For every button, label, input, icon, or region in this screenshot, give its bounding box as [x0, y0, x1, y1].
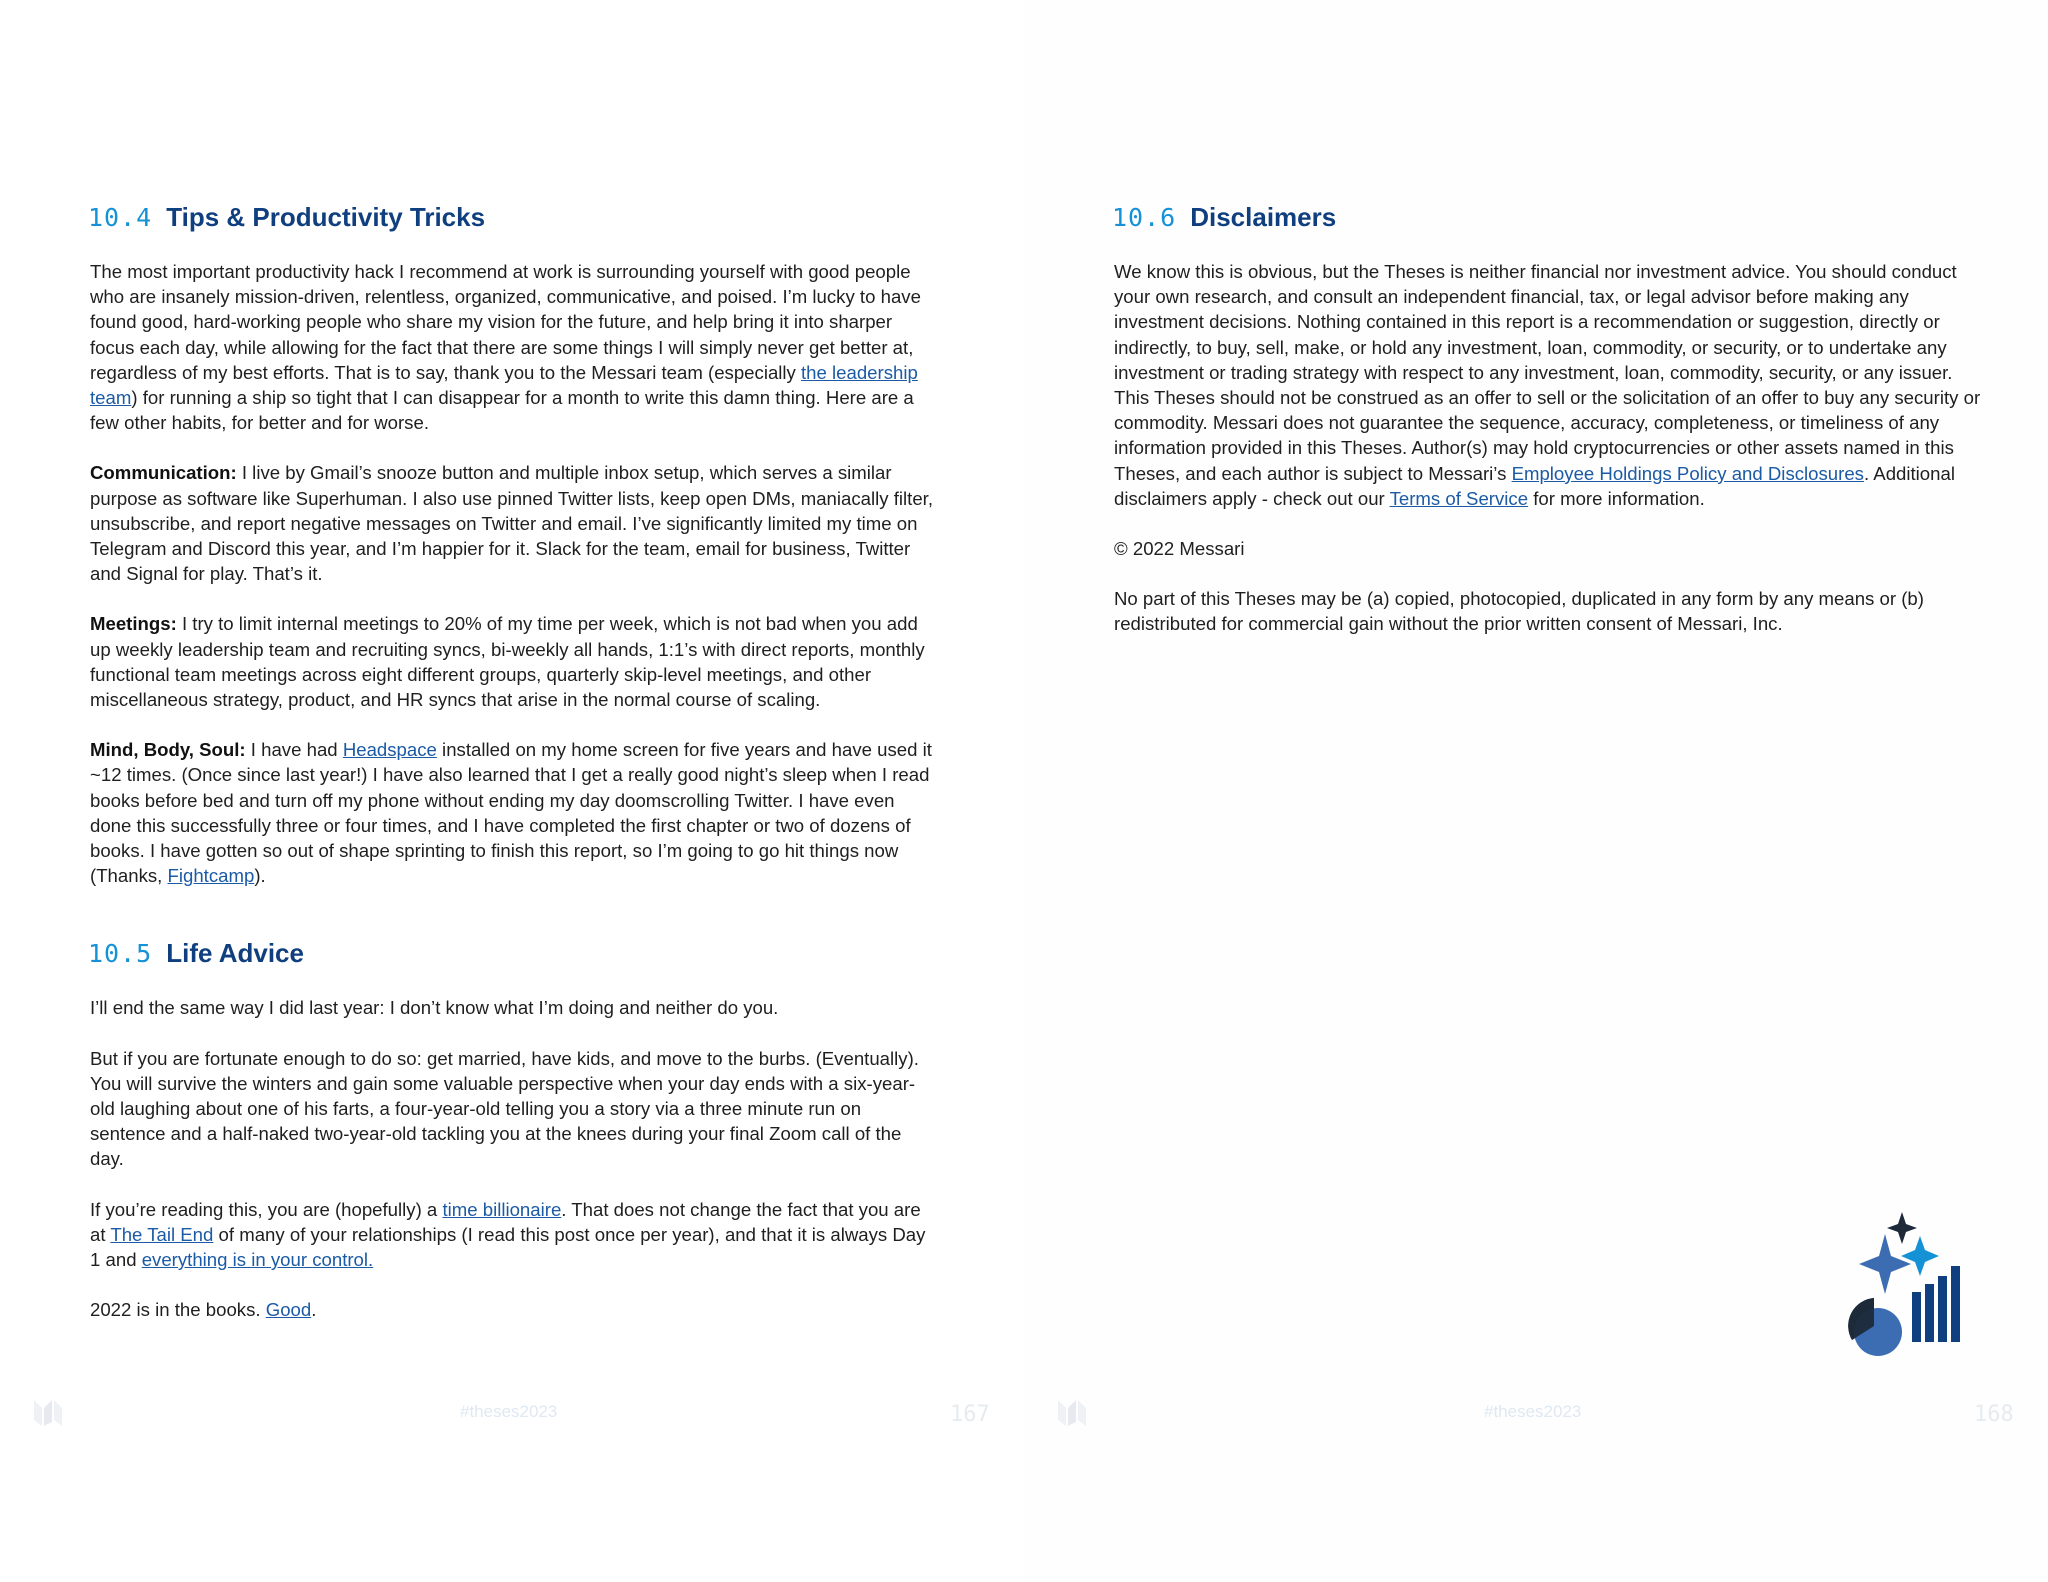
footer-right	[1024, 1396, 2048, 1436]
section-number: 10.6	[1112, 203, 1177, 232]
text-span: I live by Gmail’s snooze button and multiple inbox setup, which serves a similar purpose as software like Superhuman. I also use pinned Twitter lists, keep open DMs, maniacally filter, unsubscribe, and report negative messages on Twitter and email. I’ve significantly limited my time on Telegram and Discord this year, and I’m happier for it. Slack for the team, email for business, Twitter and Signal for play. That’s it.	[90, 462, 933, 585]
text-span: . That does not change the fact that you are at	[90, 1198, 921, 1245]
text-span: . Additional disclaimers apply - check out our	[1114, 462, 1955, 509]
section-heading-10-4	[88, 202, 933, 233]
text-span: installed on my home screen for five years and have used it ~12 times. (Once since last year!) I have also learned that I get a really good night’s sleep when I read books before bed and turn off my phone without ending my day doomscrolling Twitter. I have even done this successfully three or four times, and I have completed the first chapter or two of dozens of books. I have gotten so out of shape sprinting to finish this report, so I’m going to go hit things now (Thanks,	[90, 739, 932, 887]
footer-left	[0, 1396, 1024, 1436]
link-everything-in-control[interactable]: everything is in your control.	[141, 1249, 374, 1271]
paragraph-life-2: But if you are fortunate enough to do so: get married, have kids, and move to the burbs. (Eventually). You will survive the winters and gain some valuable perspective when your day ends with a six-year-old laughing about one of his farts, a four-year-old telling you a story via a three minute run on sentence and a half-naked two-year-old tackling you at the knees during your final Zoom call of the day.	[90, 1047, 919, 1170]
text-span: 2022 is in the books.	[90, 1299, 266, 1321]
hashtag: #theses2023	[460, 1402, 558, 1421]
copyright-text: © 2022 Messari	[1114, 538, 1245, 560]
text-span: ) for running a ship so tight that I can disappear for a month to write this damn thing. Here are a few other habits, for better and for worse.	[90, 387, 914, 434]
section-number: 10.4	[88, 203, 153, 232]
paragraph-communication	[90, 460, 933, 586]
text-span: We know this is obvious, but the Theses is neither financial nor investment advice. You should conduct your own research, and consult an independent financial, tax, or legal advisor before making any investment decisions. Nothing contained in this report is a recommendation or suggestion, directly or indirectly, to buy, sell, make, or hold any investment, loan, commodity, or security, or to undertake any investment or trading strategy with respect to any investment, loan, commodity, security, or any issuer. This Theses should not be construed as an offer to sell or the solicitation of an offer to buy any security or commodity. Messari does not guarantee the sequence, accuracy, completeness, or timeliness of any information provided in this Theses. Author(s) may hold cryptocurrencies or other assets named in this Theses, and each author is subject to Messari’s	[1114, 261, 1981, 484]
paragraph-life-1: I’ll end the same way I did last year: I don’t know what I’m doing and neither do you.	[90, 997, 779, 1019]
link-tail-end[interactable]: The Tail End	[110, 1223, 214, 1245]
text-span: I have had	[245, 739, 343, 761]
link-employee-holdings-policy[interactable]: Employee Holdings Policy and Disclosures	[1511, 462, 1864, 484]
messari-logo-icon	[32, 1396, 68, 1428]
section-number: 10.5	[88, 939, 153, 969]
page-number: 168	[1974, 1402, 2014, 1427]
section-title: Disclaimers	[1190, 202, 1337, 232]
hashtag: #theses2023	[1484, 1402, 1582, 1421]
paragraph-disclaimer	[1114, 259, 1992, 511]
paragraph-mind-body-soul	[90, 737, 933, 888]
section-title: Tips & Productivity Tricks	[166, 202, 486, 232]
link-good[interactable]: Good	[265, 1299, 312, 1321]
text-span: .	[311, 1299, 317, 1321]
link-fightcamp[interactable]: Fightcamp	[167, 865, 255, 887]
label-communication: Communication:	[90, 462, 237, 484]
text-span: I try to limit internal meetings to 20% of my time per week, which is not bad when you add up weekly leadership team and recruiting syncs, bi-weekly all hands, 1:1’s with direct reports, monthly functional team meetings across eight different groups, quarterly skip-level meetings, and other miscellaneous strategy, product, and HR syncs that arise in the normal course of scaling.	[90, 613, 925, 711]
label-mind-body-soul: Mind, Body, Soul:	[90, 739, 246, 761]
page-number: 167	[950, 1402, 990, 1427]
paragraph-rights: No part of this Theses may be (a) copied, photocopied, duplicated in any form by any means or (b) redistributed for commercial gain without the prior written consent of Messari, Inc.	[1114, 588, 1924, 635]
text-span: for more information.	[1528, 487, 1705, 509]
section-spacer	[88, 913, 933, 938]
paragraph-life-3	[90, 1197, 933, 1273]
link-terms-of-service[interactable]: Terms of Service	[1389, 487, 1529, 509]
paragraph-intro	[90, 259, 933, 435]
text-span: The most important productivity hack I recommend at work is surrounding yourself with good people who are insanely mission-driven, relentless, organized, communicative, and poised. I’m lucky to have found good, hard-working people who share my vision for the future, and help bring it into sharper focus each day, while allowing for the fact that there are some things I will simply never get better at, regardless of my best efforts. That is to say, thank you to the Messari team (especially	[90, 261, 921, 383]
text-span: ).	[254, 865, 266, 887]
left-column	[88, 202, 933, 1348]
label-meetings: Meetings:	[90, 613, 177, 635]
text-span: If you’re reading this, you are (hopefully) a	[90, 1198, 443, 1220]
link-time-billionaire[interactable]: time billionaire	[442, 1198, 562, 1220]
link-leadership-team[interactable]: the leadership team	[90, 361, 918, 409]
text-span: of many of your relationships (I read this post once per year), and that it is always Day 1 and	[90, 1223, 926, 1271]
section-title: Life Advice	[166, 938, 304, 969]
right-column	[1112, 202, 1992, 662]
messari-logo-icon	[1056, 1396, 1092, 1428]
section-heading-10-6	[1112, 202, 1992, 233]
sparkle-chart-illustration-icon	[1840, 1212, 1980, 1362]
link-headspace[interactable]: Headspace	[342, 739, 437, 761]
section-heading-10-5	[88, 938, 933, 969]
paragraph-meetings	[90, 611, 933, 712]
paragraph-life-4	[90, 1297, 933, 1322]
